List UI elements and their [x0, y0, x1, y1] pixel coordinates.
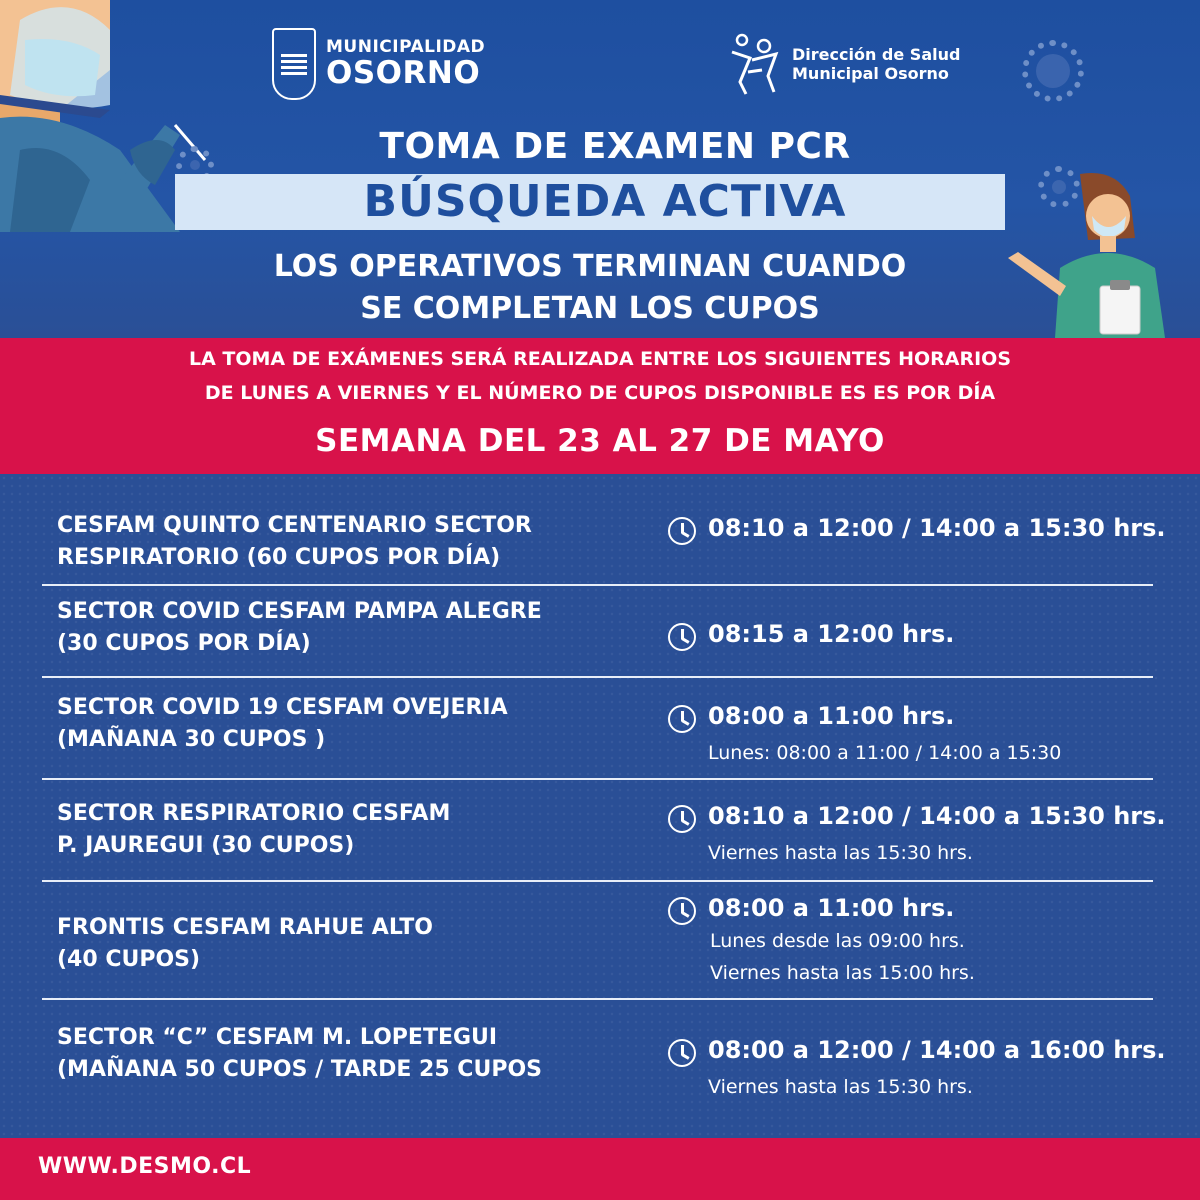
- location-name: [57, 912, 657, 976]
- time-note: Viernes hasta las 15:30 hrs.: [708, 1076, 973, 1098]
- location-line1: CESFAM QUINTO CENTENARIO SECTOR: [57, 513, 532, 538]
- schedule-row: [42, 882, 1153, 1000]
- schedule-row: [42, 678, 1153, 780]
- location-line2: (40 CUPOS): [57, 947, 201, 972]
- notice-line2: DE LUNES A VIERNES Y EL NÚMERO DE CUPOS DISPONIBLE ES ES POR DÍA: [204, 382, 996, 404]
- time-range: 08:10 a 12:00 / 14:00 a 15:30 hrs.: [708, 514, 1166, 542]
- nurse-illustration: [1000, 168, 1180, 338]
- crest-icon: [272, 28, 316, 100]
- location-name: [57, 1022, 697, 1086]
- location-line1: SECTOR RESPIRATORIO CESFAM: [57, 801, 451, 826]
- schedule-row: [42, 1000, 1166, 1120]
- notice-line1: LA TOMA DE EXÁMENES SERÁ REALIZADA ENTRE LOS SIGUIENTES HORARIOS: [188, 348, 1012, 370]
- location-line2: (30 CUPOS POR DÍA): [57, 631, 311, 656]
- time-note: Viernes hasta las 15:00 hrs.: [710, 962, 975, 984]
- clock-icon: [668, 805, 696, 833]
- time-range: 08:00 a 11:00 hrs.: [708, 702, 955, 730]
- operations-notice-line1: LOS OPERATIVOS TERMINAN CUANDO: [273, 249, 907, 284]
- health-department-logo: [728, 32, 960, 96]
- clock-icon: [668, 897, 696, 925]
- municipality-name-line1: MUNICIPALIDAD: [326, 37, 486, 57]
- location-line2: (MAÑANA 50 CUPOS / TARDE 25 CUPOS: [57, 1057, 542, 1082]
- schedule-row: [42, 586, 1153, 678]
- location-line2: (MAÑANA 30 CUPOS ): [57, 727, 326, 752]
- health-department-line1: Dirección de Salud: [792, 45, 961, 64]
- clock-icon: [668, 623, 696, 651]
- municipality-name-line2: OSORNO: [326, 55, 481, 91]
- location-line2: P. JAUREGUI (30 CUPOS): [57, 833, 355, 858]
- clock-icon: [668, 517, 696, 545]
- health-logo-icon: [728, 32, 784, 96]
- location-line1: SECTOR COVID CESFAM PAMPA ALEGRE: [57, 599, 542, 624]
- virus-icon: [1022, 40, 1084, 102]
- municipality-logo: [272, 28, 485, 100]
- operations-notice: [190, 246, 990, 330]
- location-name: [57, 692, 657, 756]
- operations-notice-line2: SE COMPLETAN LOS CUPOS: [360, 291, 820, 326]
- location-name: [57, 596, 657, 660]
- location-line1: SECTOR COVID 19 CESFAM OVEJERIA: [57, 695, 508, 720]
- location-line1: SECTOR “C” CESFAM M. LOPETEGUI: [57, 1025, 498, 1050]
- website-link[interactable]: WWW.DESMO.CL: [38, 1154, 252, 1179]
- week-heading: SEMANA DEL 23 AL 27 DE MAYO: [315, 423, 885, 459]
- health-department-line2: Municipal Osorno: [792, 64, 949, 83]
- time-note: Viernes hasta las 15:30 hrs.: [708, 842, 973, 864]
- time-range: 08:00 a 12:00 / 14:00 a 16:00 hrs.: [708, 1036, 1166, 1064]
- schedule-row: [42, 780, 1166, 882]
- location-line1: FRONTIS CESFAM RAHUE ALTO: [57, 915, 433, 940]
- location-line2: RESPIRATORIO (60 CUPOS POR DÍA): [57, 545, 501, 570]
- main-title: TOMA DE EXAMEN PCR: [379, 126, 851, 167]
- location-name: [57, 798, 657, 862]
- time-range: 08:00 a 11:00 hrs.: [708, 894, 955, 922]
- clock-icon: [668, 1039, 696, 1067]
- footer-band: [0, 1138, 1200, 1200]
- schedule-row: [42, 508, 1166, 586]
- time-note: Lunes: 08:00 a 11:00 / 14:00 a 15:30: [708, 742, 1062, 764]
- clock-icon: [668, 705, 696, 733]
- time-range: 08:10 a 12:00 / 14:00 a 15:30 hrs.: [708, 802, 1166, 830]
- location-name: [57, 510, 657, 574]
- time-note: Lunes desde las 09:00 hrs.: [710, 930, 965, 952]
- time-range: 08:15 a 12:00 hrs.: [708, 620, 955, 648]
- header-section: [0, 0, 1200, 338]
- subtitle-active-search: BÚSQUEDA ACTIVA: [363, 176, 847, 227]
